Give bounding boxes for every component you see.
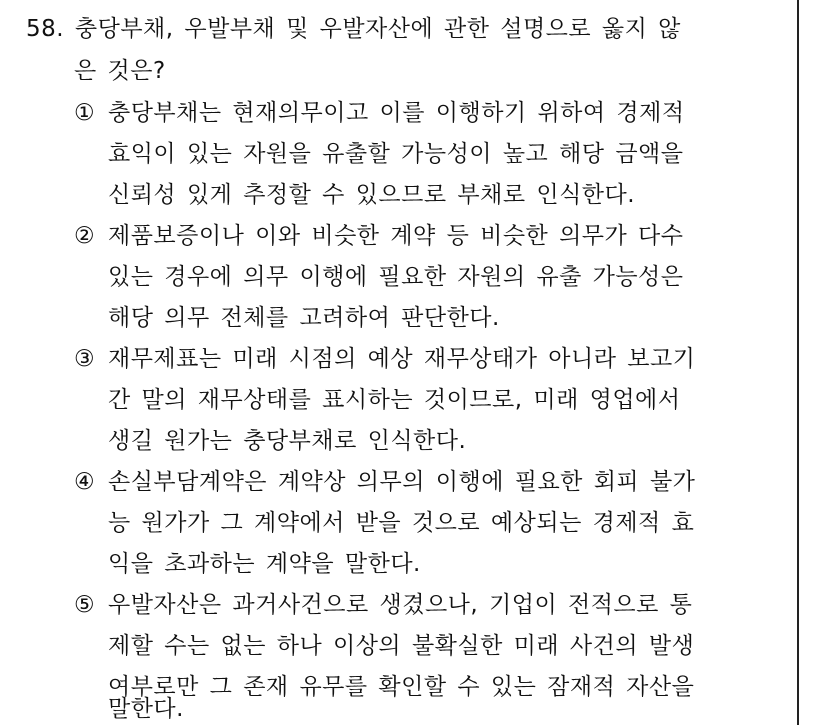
option-1-line-2 (108, 140, 683, 168)
option-1-line-3 (108, 181, 635, 209)
option-3-line-3 (108, 427, 466, 455)
option-text: 신뢰성 있게 추정할 수 있으므로 부채로 인식한다. (108, 182, 636, 208)
option-2-marker: ② (74, 223, 96, 249)
column-divider (797, 0, 799, 725)
option-4-marker: ④ (74, 469, 96, 495)
question-number: 58. (26, 16, 65, 42)
question-text: 충당부채, 우발부채 및 우발자산에 관한 설명으로 옳지 않 (74, 16, 681, 42)
option-5-line-1 (74, 591, 692, 619)
option-5-line-4 (108, 695, 184, 723)
option-text: 재무제표는 미래 시점의 예상 재무상태가 아니라 보고기 (108, 346, 696, 372)
option-text: 말한다. (108, 696, 184, 722)
option-2-line-2 (108, 263, 683, 291)
question-line-2 (74, 57, 166, 85)
option-text: 우발자산은 과거사건으로 생겼으나, 기업이 전적으로 통 (108, 592, 693, 618)
option-text: 손실부담계약은 계약상 의무의 이행에 필요한 회피 불가 (108, 469, 696, 495)
option-3-marker: ③ (74, 346, 96, 372)
option-5-line-2 (108, 632, 694, 660)
option-text: 여부로만 그 존재 유무를 확인할 수 있는 잠재적 자산을 (108, 674, 695, 700)
option-4-line-1 (74, 468, 695, 496)
option-1-marker: ① (74, 100, 96, 126)
option-text: 효익이 있는 자원을 유출할 가능성이 높고 해당 금액을 (108, 141, 684, 167)
option-5-marker: ⑤ (74, 592, 96, 618)
option-1-line-1 (74, 99, 685, 127)
option-text: 충당부채는 현재의무이고 이를 이행하기 위하여 경제적 (108, 100, 685, 126)
option-3-line-2 (108, 386, 680, 414)
option-4-line-2 (108, 509, 694, 537)
option-text: 생길 원가는 충당부채로 인식한다. (108, 428, 467, 454)
option-text: 제품보증이나 이와 비슷한 계약 등 비슷한 의무가 다수 (108, 223, 684, 249)
option-5-line-3 (108, 673, 694, 701)
question-line-1 (26, 15, 681, 43)
option-4-line-3 (108, 550, 421, 578)
option-text: 해당 의무 전체를 고려하여 판단한다. (108, 305, 500, 331)
option-text: 제할 수는 없는 하나 이상의 불확실한 미래 사건의 발생 (108, 633, 695, 659)
option-2-line-1 (74, 222, 683, 250)
question-text: 은 것은? (74, 58, 166, 84)
option-text: 있는 경우에 의무 이행에 필요한 자원의 유출 가능성은 (108, 264, 684, 290)
option-3-line-1 (74, 345, 695, 373)
option-text: 능 원가가 그 계약에서 받을 것으로 예상되는 경제적 효 (108, 510, 695, 536)
option-2-line-3 (108, 304, 500, 332)
option-text: 익을 초과하는 계약을 말한다. (108, 551, 421, 577)
option-text: 간 말의 재무상태를 표시하는 것이므로, 미래 영업에서 (108, 387, 681, 413)
